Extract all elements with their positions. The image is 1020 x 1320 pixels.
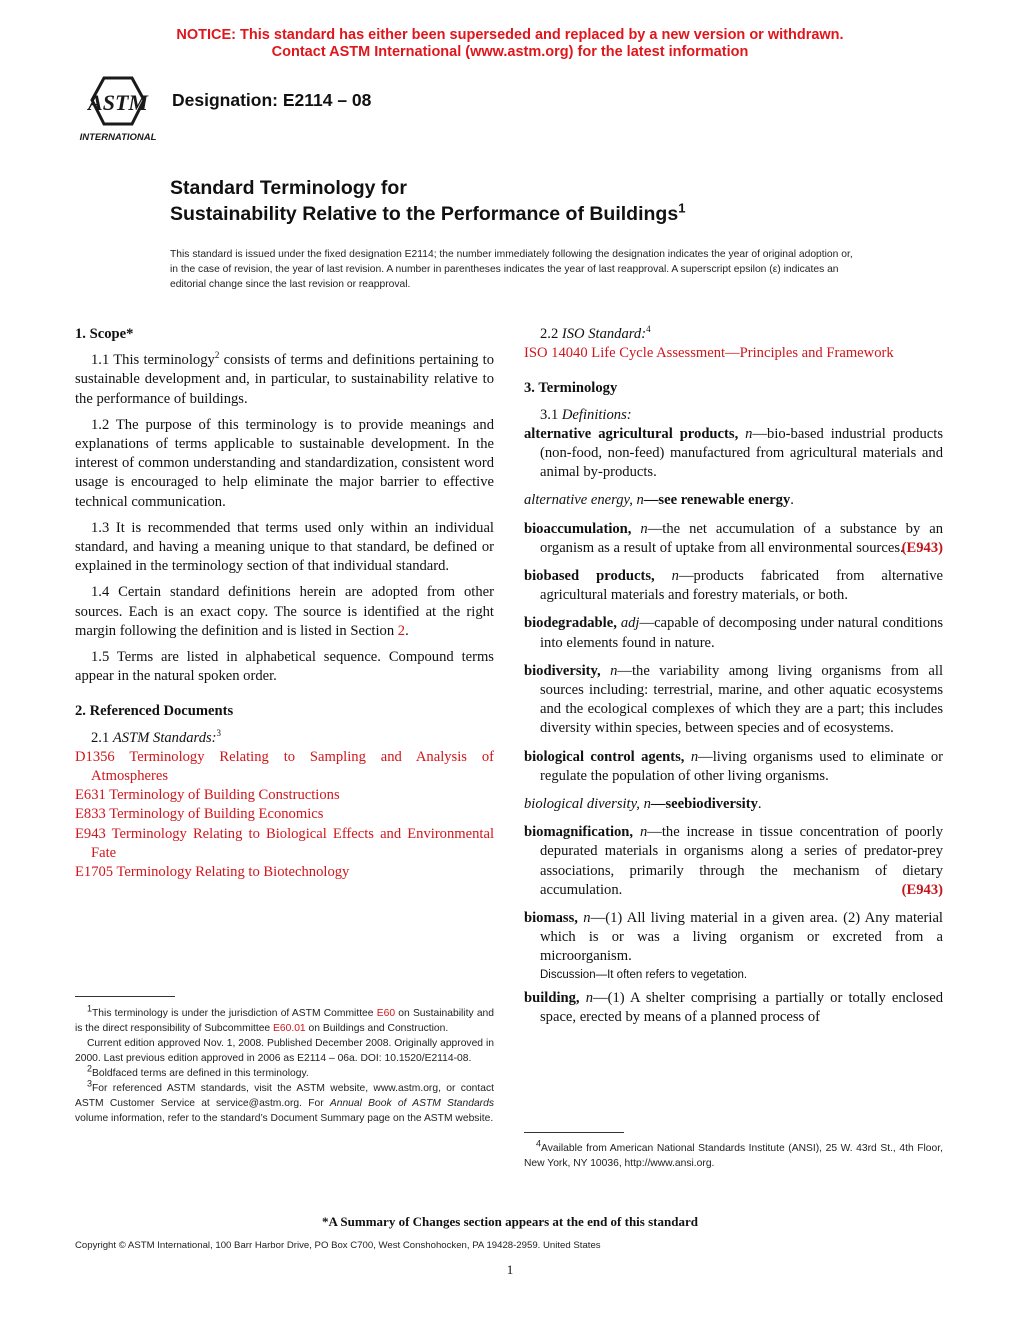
footnote-4: $^4$Available from American National Standards Institute (ANSI), 25 W. 43rd St., 4th Floor, New York, NY 10036, http://www.ansi.org. xyxy=(524,1138,943,1169)
title-line-2: Sustainability Relative to the Performance of Buildings$^1$ xyxy=(170,200,686,225)
reference-list xyxy=(75,748,494,882)
scope-heading: 1. Scope* xyxy=(75,326,134,342)
para-1-1: 1.1 This terminology$^2$ consists of terms and definitions pertaining to sustainable development and, in particular, to sustainability relative to the performance of buildings. xyxy=(75,350,494,407)
issuance-note: This standard is issued under the fixed designation E2114; the number immediately following the designation indicates the year of original adoption or, in the case of revision, the year of last revision. A number in parentheses indicates the year of last reapproval. A superscript epsilon (ε) indicates an editorial change since the last revision or reapproval. xyxy=(170,249,853,290)
def-bioaccumulation: bioaccumulation, n—the net accumulation of a substance by an organism as a result of uptake from all environmental sources. (E943) xyxy=(524,520,943,558)
ref-e631[interactable]: E631 Terminology of Building Constructions xyxy=(75,787,340,804)
notice-line-1: NOTICE: This standard has either been superseded and replaced by a new version or withdrawn. xyxy=(176,27,844,43)
section-2-link[interactable]: 2 xyxy=(397,622,406,639)
designation: Designation: E2114 – 08 xyxy=(172,90,372,110)
para-1-3: 1.3 It is recommended that terms used only within an individual standard, and having a meaning unique to that standard, be defined or explained in the terminology section of that individual standard. xyxy=(75,519,494,575)
committee-e60-link[interactable]: E60 xyxy=(376,1008,396,1019)
ref-iso-14040[interactable]: ISO 14040 Life Cycle Assessment—Principles and Framework xyxy=(524,345,894,362)
notice-line-2: Contact ASTM International (www.astm.org) for the latest information xyxy=(271,44,749,60)
copyright-line: Copyright © ASTM International, 100 Barr Harbor Drive, PO Box C700, West Conshohocken, PA 19428-2959. United States xyxy=(75,1240,601,1251)
summary-of-changes-note: *A Summary of Changes section appears at the end of this standard xyxy=(322,1214,698,1229)
footnote-3: $^3$For referenced ASTM standards, visit the ASTM website, www.astm.org, or contact ASTM Customer Service at service@astm.org. For Annual Book of ASTM Standards volume information, refer to the standard’s Document Summary page on the ASTM website. xyxy=(75,1078,494,1124)
def-building: building, n—(1) A shelter comprising a partially or totally enclosed space, erected by means of a planned process of xyxy=(524,989,943,1025)
footnotes-right xyxy=(524,1138,943,1171)
logo-international-text: INTERNATIONAL xyxy=(79,132,157,143)
document-title xyxy=(170,175,685,227)
left-column xyxy=(75,325,494,882)
biomass-discussion: Discussion—It often refers to vegetation. xyxy=(540,968,748,981)
refdocs-heading: 2. Referenced Documents xyxy=(75,703,234,720)
footnotes-left xyxy=(75,1003,494,1126)
def-alternative-agricultural-products: alternative agricultural products, n—bio-based industrial products (non-food, non-feed) manufactured from agricultural materials and animal by-products. xyxy=(524,425,943,481)
subcommittee-e60-01-link[interactable]: E60.01 xyxy=(273,1023,306,1034)
footnote-1: $^1$This terminology is under the jurisdiction of ASTM Committee E60 on Sustainability and is the direct responsibility of Subcommittee E60.01 on Buildings and Construction. xyxy=(75,1003,494,1034)
def-biological-control-agents: biological control agents, n—living organisms used to eliminate or regulate the population of other living organisms. xyxy=(524,748,943,784)
para-3-1: 3.1 Definitions: xyxy=(540,406,632,423)
para-2-1: 2.1 ASTM Standards:$^3$ xyxy=(91,727,222,746)
para-1-2: 1.2 The purpose of this terminology is to provide meanings and explanations of terms applicable to sustainable development. In the interest of common understanding and standardization, consistent word usage is encouraged to help eliminate the major barrier to effective technical communication. xyxy=(75,416,494,510)
para-2-2: 2.2 ISO Standard:$^4$ xyxy=(540,324,651,342)
ref-e833[interactable]: E833 Terminology of Building Economics xyxy=(75,806,324,823)
ref-e943[interactable]: E943 Terminology Relating to Biological Effects and Environmental Fate xyxy=(75,825,494,861)
def-alternative-energy: alternative energy, n—see renewable energy. xyxy=(524,492,794,509)
ref-e1705[interactable]: E1705 Terminology Relating to Biotechnology xyxy=(75,864,350,881)
source-e943-link[interactable]: (E943) xyxy=(901,539,943,556)
def-biodiversity: biodiversity, n—the variability among living organisms from all sources including: terrestrial, marine, and other aquatic ecosystems and the ecological complexes of which they are a part; this includes diversity within species, between species and of ecosystems. xyxy=(524,662,944,737)
page-number: 1 xyxy=(506,1262,514,1277)
def-biodegradable: biodegradable, adj—capable of decomposing under natural conditions into elements found in nature. xyxy=(524,615,943,651)
footnote-rule-right xyxy=(524,1132,624,1133)
logo-mark-text: ASTM xyxy=(88,90,148,115)
def-biomass: biomass, n—(1) All living material in a given area. (2) Any material which is or was a living organism or excreted from a microorganism. xyxy=(524,910,943,965)
ref-d1356[interactable]: D1356 Terminology Relating to Sampling and Analysis of Atmospheres xyxy=(75,748,494,785)
para-1-4: 1.4 Certain standard definitions herein are adopted from other sources. Each is an exact copy. The source is identified at the right margin following the definition and is listed in Section 2. xyxy=(75,584,494,639)
right-column xyxy=(524,325,943,1027)
terminology-heading: 3. Terminology xyxy=(524,380,618,397)
footnote-2: $^2$Boldfaced terms are defined in this terminology. xyxy=(87,1063,309,1079)
title-line-1: Standard Terminology for xyxy=(170,177,407,199)
def-biomagnification: biomagnification, n—the increase in tissue concentration of poorly depurated materials in organisms along a series of predator-prey associations, primarily through the mechanism of dietary accumulation. (E943) xyxy=(524,823,943,900)
footnote-1-edition: Current edition approved Nov. 1, 2008. Published December 2008. Originally approved in 2000. Last previous edition approved in 2006 as E2114 – 06a. DOI: 10.1520/E2114-08. xyxy=(75,1038,494,1064)
title-footnote-mark: 1 xyxy=(678,200,686,216)
para-1-5: 1.5 Terms are listed in alphabetical sequence. Compound terms appear in the natural spoken order. xyxy=(75,649,494,685)
footnote-rule-left xyxy=(75,996,175,997)
withdrawn-notice xyxy=(0,27,1020,61)
def-biological-diversity: biological diversity, n—seebiodiversity. xyxy=(524,796,762,813)
astm-logo xyxy=(74,72,162,144)
source-e943-link-2[interactable]: (E943) xyxy=(901,881,943,898)
def-biobased-products: biobased products, n—products fabricated from alternative agricultural materials and forestry materials, or both. xyxy=(524,568,943,604)
